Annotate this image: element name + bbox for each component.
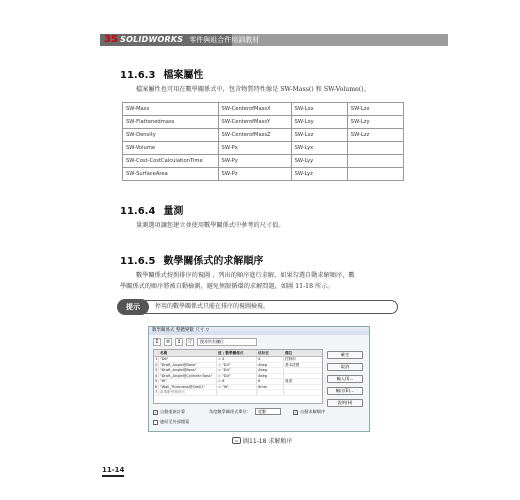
section-number: 11.6.4	[120, 206, 156, 217]
angle-unit-select[interactable]: 度數	[255, 408, 281, 415]
grid-cell[interactable]: = 4	[217, 357, 257, 362]
tip-text: 停用的數學關係式只能在排序的視圖檢視。	[155, 303, 270, 310]
grid-cell[interactable]: 4deg	[257, 363, 284, 368]
table-cell: SW-Flattenedmass	[123, 116, 219, 129]
grid-cell[interactable]	[284, 390, 322, 395]
equations-dialog	[148, 326, 370, 432]
logo-text: SOLIDWORKS	[120, 35, 184, 44]
table-cell: SW-Lzx	[347, 103, 403, 116]
page-header	[0, 0, 520, 60]
solidworks-logo	[104, 34, 259, 46]
grid-column-header: 估計至	[257, 350, 284, 356]
grid-cell[interactable]: 4	[257, 357, 284, 362]
section-number: 11.6.5	[120, 256, 156, 267]
table-cell: SW-Density	[123, 129, 219, 142]
grid-cell[interactable]: 控制用	[285, 357, 296, 361]
tip-box	[118, 300, 398, 314]
dialog-toolbar	[153, 337, 257, 346]
dialog-tabs[interactable]: 數學關係式 整體變數 尺寸 ▽	[149, 327, 369, 335]
grid-column-header: 名稱	[159, 350, 217, 356]
section-1165-body-line2: 學關係式的順序將被自動檢測，避免無限循環的求解問題，如圖 11-18 所示。	[120, 283, 334, 290]
grid-cell[interactable]: = "W"	[217, 385, 257, 390]
grid-cell[interactable]: 3	[155, 368, 158, 372]
auto-solve-checkbox[interactable]	[293, 409, 325, 415]
ds-logo-icon: 3S	[104, 34, 119, 45]
grid-cell[interactable]: "Wall_Thickness@Shell1"	[159, 385, 217, 390]
filter-icon[interactable]: ▽	[186, 338, 194, 346]
grid-cell[interactable]: 6	[155, 384, 158, 389]
table-row	[123, 155, 404, 168]
grid-cell[interactable]: "W"	[159, 379, 217, 384]
table-cell: SW-Lyz	[291, 168, 347, 181]
dialog-button[interactable]: 輸入(I)...	[327, 375, 363, 383]
grid-cell[interactable]	[284, 368, 322, 373]
table-cell: SW-CenterofMassY	[218, 116, 291, 129]
link-external-label: 連結至外部檔案	[160, 419, 190, 424]
grid-cell[interactable]: 7	[155, 390, 158, 394]
grid-cell[interactable]: 寬度	[285, 379, 293, 383]
table-cell: SW-Lxy	[291, 116, 347, 129]
grid-cell[interactable]: 4deg	[257, 374, 284, 379]
header-bar-accent	[232, 34, 448, 46]
table-cell	[347, 168, 403, 181]
figure-icon: ▭	[232, 437, 241, 444]
table-cell	[347, 142, 403, 155]
grid-cell[interactable]: 2	[155, 362, 158, 367]
grid-cell[interactable]: 新增數學關係式	[159, 390, 217, 395]
search-input[interactable]: 搜尋所有欄位	[197, 338, 257, 346]
table-cell	[347, 155, 403, 168]
auto-rebuild-label: 自動重新計算	[160, 409, 186, 414]
grid-cell[interactable]: 4deg	[257, 368, 284, 373]
auto-rebuild-checkbox[interactable]	[153, 409, 185, 415]
table-cell: SW-CenterofMassX	[218, 103, 291, 116]
table-cell: SW-Px	[218, 142, 291, 155]
dialog-button[interactable]: 說明(H)	[327, 399, 363, 407]
grid-cell[interactable]: "Draft_Angle@Cylinder Boss"	[159, 374, 217, 379]
section-1165-body-line1: 數學關係式按照排序的視圖 ，列出的順序進行求解，如果勾選自動求解順序，數	[136, 272, 355, 279]
table-row	[123, 116, 404, 129]
grid-cell[interactable]: = "D4"	[217, 368, 257, 373]
grid-cell[interactable]: "Draft_Angle@Boss"	[159, 368, 217, 373]
properties-table	[122, 102, 404, 181]
table-cell: SW-Mass	[123, 103, 219, 116]
section-title: 量測	[163, 206, 184, 217]
section-1164-heading	[120, 202, 183, 217]
table-row	[123, 168, 404, 181]
section-number: 11.6.3	[120, 70, 156, 81]
table-cell: SW-Volume	[123, 142, 219, 155]
tree-view-icon[interactable]: ≡	[165, 338, 171, 345]
section-title: 檔案屬性	[163, 70, 204, 81]
grid-column-header: 備註	[285, 351, 293, 355]
grid-cell[interactable]: 6	[257, 379, 284, 384]
grid-column-header: 值 / 數學關係式	[217, 350, 257, 356]
auto-solve-label: 自動求解順序	[300, 409, 326, 414]
table-cell: SW-Py	[218, 155, 291, 168]
caption-text: 圖11-18 求解順序	[243, 438, 293, 445]
grid-cell[interactable]	[217, 390, 257, 395]
checkbox-icon[interactable]	[293, 410, 298, 415]
grid-cell[interactable]: = "D4"	[217, 363, 257, 368]
grid-cell[interactable]: 1	[155, 357, 158, 361]
equation-row[interactable]	[154, 390, 322, 396]
dialog-button[interactable]: 取消	[327, 363, 363, 371]
sigma-icon[interactable]: Σ	[153, 338, 161, 346]
table-row	[123, 129, 404, 142]
grid-cell[interactable]: = 6	[217, 379, 257, 384]
grid-cell[interactable]	[257, 390, 284, 395]
section-title: 數學關係式的求解順序	[163, 256, 264, 267]
page-number: 11-14	[102, 466, 124, 477]
grid-cell[interactable]: "D6"	[159, 357, 217, 362]
angle-unit-text: 角度數學關係式單位:	[209, 409, 249, 414]
grid-cell[interactable]: = "D4"	[217, 374, 257, 379]
grid-cell[interactable]: 基本拔模	[285, 362, 300, 367]
grid-header	[154, 350, 322, 357]
book-title: 零件與組合件培訓教材	[189, 36, 260, 44]
dialog-button[interactable]: 確定	[327, 351, 363, 359]
grid-cell[interactable]: "Draft_Angle@Base"	[159, 363, 217, 368]
grid-cell[interactable]	[284, 385, 322, 390]
table-cell: SW-Lzz	[347, 129, 403, 142]
table-cell: SW-Cost-CostCalculationTime	[123, 155, 219, 168]
equations-grid	[153, 349, 323, 404]
checkbox-icon[interactable]	[153, 420, 158, 425]
table-cell: SW-Pz	[218, 168, 291, 181]
link-external-checkbox[interactable]	[153, 419, 189, 425]
angle-unit-label	[209, 409, 248, 415]
table-row	[123, 103, 404, 116]
section-1163-body: 檔案屬性也可用在數學關係式中，包含物質特性像是 SW-Mass() 和 SW-Volume()。	[136, 86, 370, 93]
tip-label: 提示	[117, 299, 149, 315]
dialog-buttons	[327, 351, 367, 411]
table-cell: SW-Lyx	[291, 142, 347, 155]
table-cell: SW-Lxx	[291, 103, 347, 116]
table-row	[123, 142, 404, 155]
grid-cell[interactable]	[284, 374, 322, 379]
grid-cell[interactable]: 6mm	[257, 385, 284, 390]
grid-cell[interactable]: 5	[155, 379, 158, 383]
checkbox-icon[interactable]	[153, 410, 158, 415]
table-cell: SW-SurfaceArea	[123, 168, 219, 181]
sorted-view-icon[interactable]: ↕	[176, 338, 182, 345]
table-cell: SW-Lyy	[291, 155, 347, 168]
table-cell: SW-Lxz	[291, 129, 347, 142]
grid-cell[interactable]: 4	[155, 373, 158, 378]
section-1163-heading	[120, 66, 203, 81]
dialog-button[interactable]: 輸出(E)...	[327, 387, 363, 395]
section-1164-body: 量測選項讓您建立並使用數學關係式中參考的尺寸值。	[136, 222, 285, 229]
table-cell: SW-Lzy	[347, 116, 403, 129]
section-1165-heading	[120, 252, 263, 267]
table-cell: SW-CenterofMassZ	[218, 129, 291, 142]
figure-caption	[232, 436, 292, 445]
